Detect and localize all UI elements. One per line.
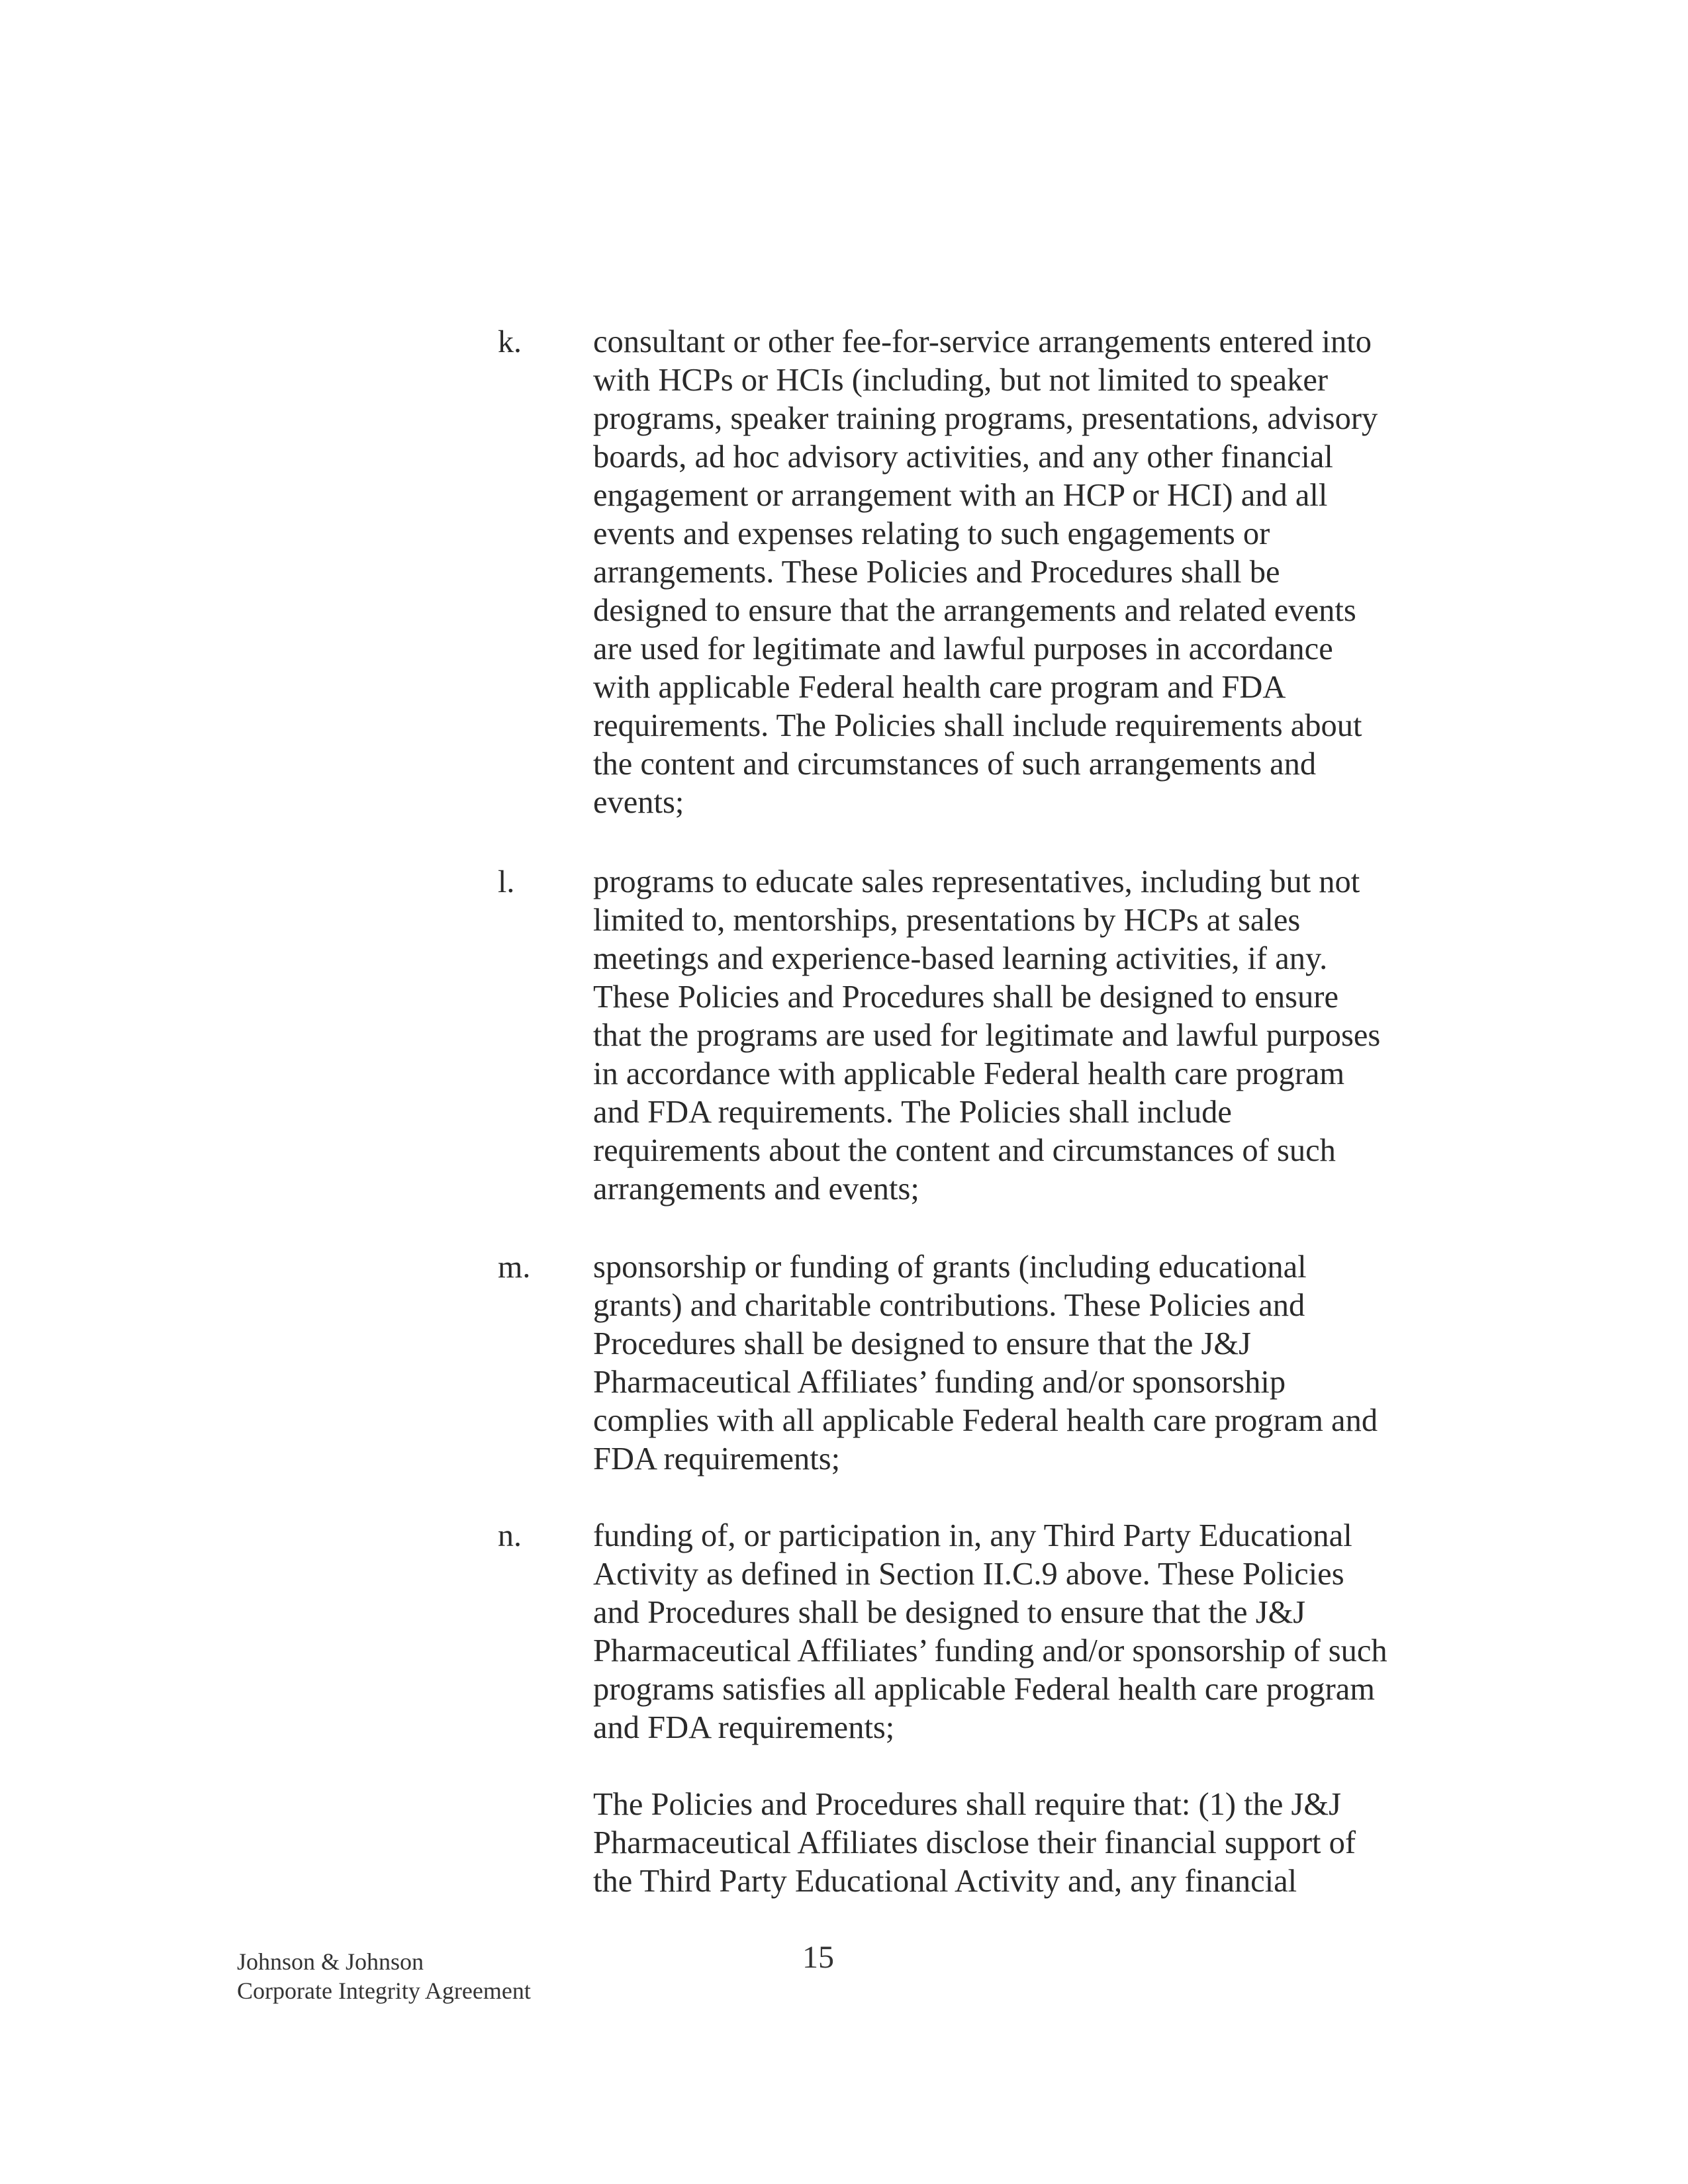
text-line: and FDA requirements; [593,1710,895,1745]
list-item-n [498,1517,1464,1747]
text-line: arrangements and events; [593,1171,919,1206]
text-line: engagement or arrangement with an HCP or HCI) and all [593,478,1328,513]
text-line: grants) and charitable contributions. These Policies and [593,1288,1305,1323]
footer-document-title: Corporate Integrity Agreement [237,1978,531,2004]
text-line: funding of, or participation in, any Third Party Educational [593,1518,1352,1553]
text-line: events; [593,785,684,820]
list-item-l [498,863,1464,1208]
text-line: requirements about the content and circumstances of such [593,1133,1336,1168]
text-line: limited to, mentorships, presentations by HCPs at sales [593,903,1301,938]
text-line: arrangements. These Policies and Procedures shall be [593,555,1280,590]
text-line: consultant or other fee-for-service arrangements entered into [593,324,1372,359]
item-paragraph [593,323,1467,822]
text-line: sponsorship or funding of grants (including educational [593,1250,1307,1285]
text-line: complies with all applicable Federal health care program and [593,1403,1378,1438]
footer-company: Johnson & Johnson [237,1948,424,1975]
text-line: programs, speaker training programs, presentations, advisory [593,401,1378,436]
text-line: requirements. The Policies shall include requirements about [593,708,1362,743]
page-number: 15 [802,1940,834,1975]
text-line: Pharmaceutical Affiliates disclose their financial support of [593,1825,1356,1860]
item-letter: l. [498,864,515,899]
list-item-m [498,1248,1464,1479]
item-letter: m. [498,1250,531,1285]
text-line: FDA requirements; [593,1441,841,1477]
text-line: with applicable Federal health care program and FDA [593,670,1286,705]
text-line: Pharmaceutical Affiliates’ funding and/or sponsorship [593,1365,1286,1400]
item-paragraph [593,1248,1467,1479]
text-line: Pharmaceutical Affiliates’ funding and/or sponsorship of such [593,1633,1387,1668]
text-line: Activity as defined in Section II.C.9 above. These Policies [593,1557,1344,1592]
item-paragraph [593,863,1467,1208]
footer-document-info [237,1947,531,2005]
text-line: programs to educate sales representatives, including but not [593,864,1360,899]
text-line: designed to ensure that the arrangements and related events [593,593,1356,628]
item-letter: k. [498,324,522,359]
continuation-paragraph [498,1786,1464,1901]
text-line: These Policies and Procedures shall be designed to ensure [593,979,1338,1015]
item-paragraph [593,1517,1467,1747]
text-line: programs satisfies all applicable Federal health care program [593,1672,1376,1707]
text-line: events and expenses relating to such engagements or [593,516,1270,551]
item-paragraph [593,1786,1467,1901]
text-line: and FDA requirements. The Policies shall include [593,1095,1232,1130]
list-item-k [498,323,1464,822]
text-line: The Policies and Procedures shall require that: (1) the J&J [593,1787,1342,1822]
text-line: with HCPs or HCIs (including, but not limited to speaker [593,363,1329,398]
text-line: that the programs are used for legitimate and lawful purposes [593,1018,1381,1053]
text-line: the Third Party Educational Activity and, any financial [593,1864,1297,1899]
text-line: Procedures shall be designed to ensure that the J&J [593,1326,1252,1361]
text-line: in accordance with applicable Federal health care program [593,1056,1345,1091]
text-line: boards, ad hoc advisory activities, and any other financial [593,439,1333,475]
text-line: are used for legitimate and lawful purposes in accordance [593,631,1333,666]
item-letter: n. [498,1518,522,1553]
text-line: meetings and experience-based learning activities, if any. [593,941,1328,976]
text-line: and Procedures shall be designed to ensure that the J&J [593,1595,1306,1630]
text-line: the content and circumstances of such arrangements and [593,747,1317,782]
